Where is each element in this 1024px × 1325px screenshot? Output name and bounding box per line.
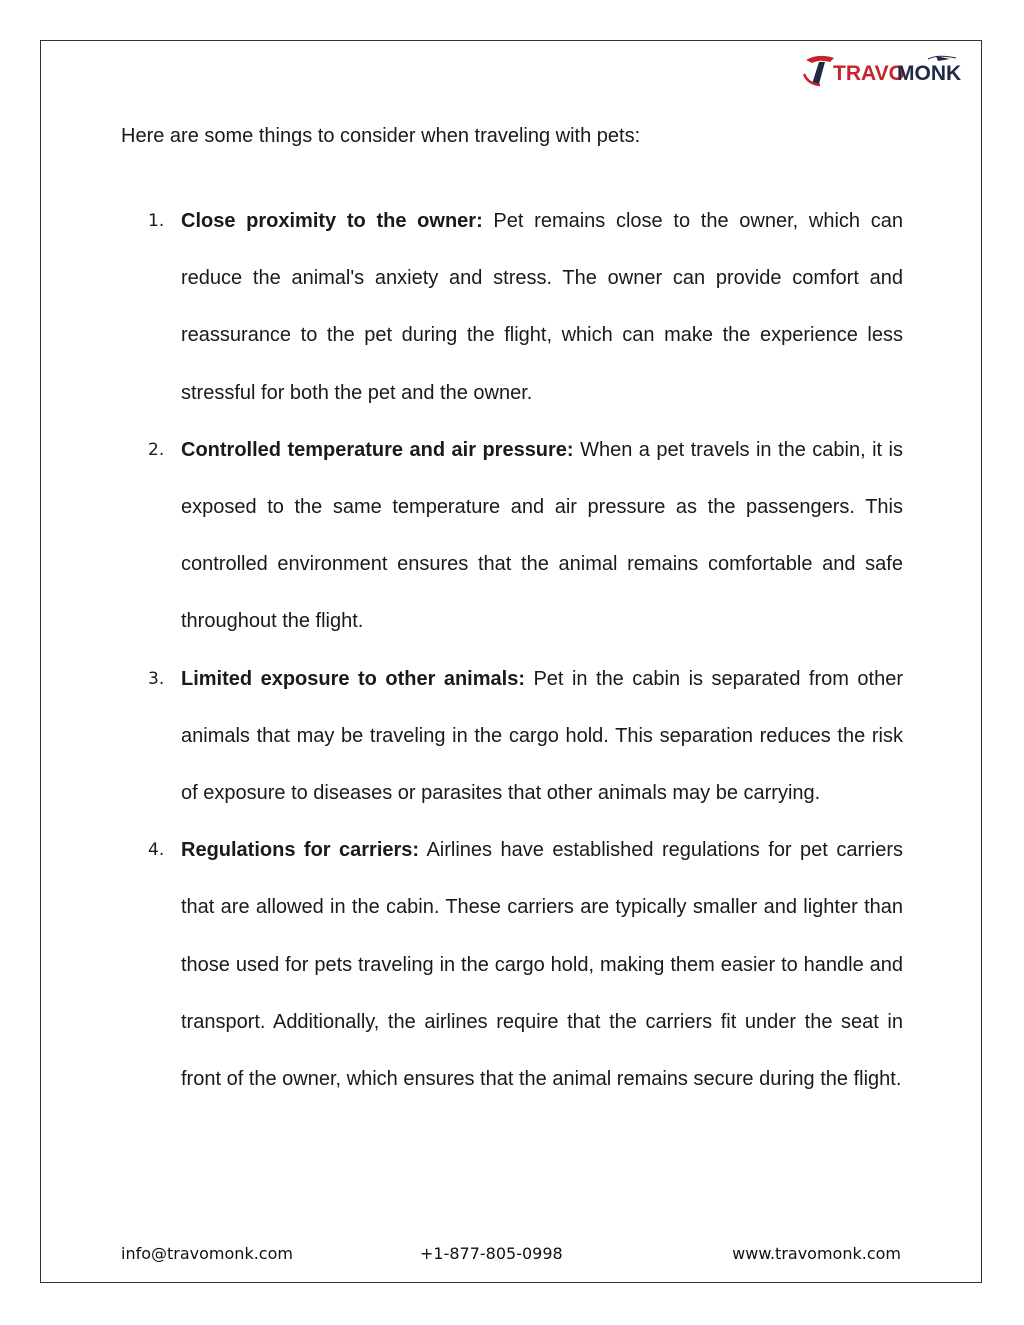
list-item [148, 651, 903, 823]
item-number: 4. [148, 840, 165, 861]
list-item [148, 822, 903, 1108]
item-text: Airlines have established regulations for pet carriers that are allowed in the cabin. These carriers are typically smaller and lighter than those used for pets traveling in the cargo hold, making them easier to handle and transport. Additionally, the airlines require that the carriers fit under the seat in front of the owner, which ensures that the animal remains secure during the flight. [181, 839, 903, 1091]
item-heading: Limited exposure to other animals: [181, 667, 525, 690]
footer-website: www.travomonk.com [732, 1244, 901, 1263]
list-item [148, 422, 903, 651]
item-text: Pet remains close to the owner, which can reduce the animal's anxiety and stress. The owner can provide comfort and reassurance to the pet during the flight, which can make the experience less stressful for both the pet and the owner. [181, 210, 903, 404]
travomonk-logo [800, 50, 970, 90]
item-heading: Regulations for carriers: [181, 839, 420, 862]
footer-phone: +1-877-805-0998 [420, 1244, 563, 1263]
item-text: When a pet travels in the cabin, it is exposed to the same temperature and air pressure as the passengers. This controlled environment ensures that the animal remains comfortable and safe throughout the flight. [181, 438, 904, 633]
item-number: 2. [148, 439, 165, 460]
intro-text: Here are some things to consider when traveling with pets: [121, 125, 641, 147]
item-number: 3. [148, 668, 165, 689]
item-number: 1. [148, 211, 165, 231]
footer-email: info@travomonk.com [121, 1244, 293, 1263]
logo-text-secondary: MONK [897, 62, 962, 85]
logo-text-primary: TRAVO [833, 62, 905, 85]
list-item [148, 193, 903, 422]
item-heading: Close proximity to the owner: [181, 210, 483, 232]
considerations-list [148, 193, 903, 1108]
item-text: Pet in the cabin is separated from other animals that may be traveling in the cargo hold. This separation reduces the risk of exposure to diseases or parasites that other animals may be carrying. [181, 667, 903, 805]
item-heading: Controlled temperature and air pressure: [181, 438, 574, 461]
